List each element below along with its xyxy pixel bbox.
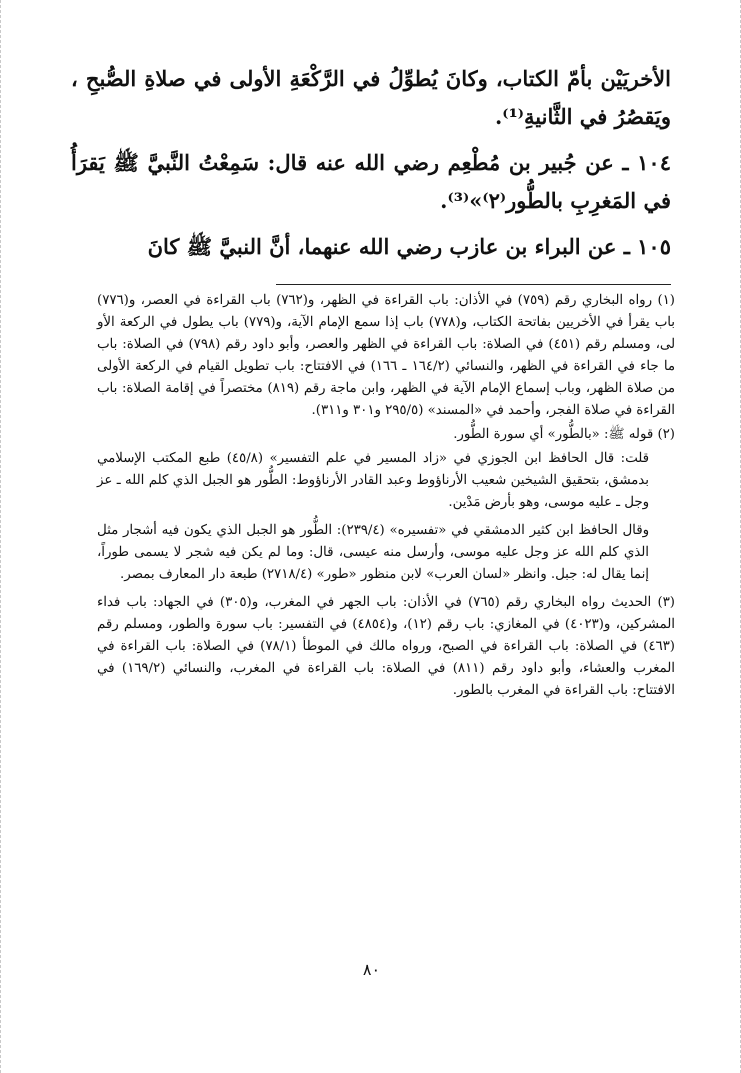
main-text <box>71 60 671 266</box>
page-number: ٨٠ <box>362 960 381 979</box>
footnote-2-comment-2: وقال الحافظ ابن كثير الدمشقي في «تفسيره» (٢٣٩/٤): الطُّور هو الجبل الذي يكون فيه أشجار مثل الذي كلم الله عز وجل عليه موسى، وأرسل منه عيسى، قال: وما لم يكن فيه شجر لا يسمى طوراً، إنما يقال له: جبل. وانظر «لسان العرب» لابن منظور «طور» (٢٧١٨/٤) طبعة دار المعارف بمصر. <box>97 523 649 582</box>
footnote-3: (٣) الحديث رواه البخاري رقم (٧٦٥) في الأذان: باب الجهر في المغرب، و(٣٠٥) في الجهاد: باب فداء المشركين، و(٤٠٢٣) في المغازي: باب رقم (١٢)، و(٤٨٥٤) في التفسير: باب سورة والطور، ومسلم رقم (٤٦٣) في الصلاة: باب القراءة في الصبح، ورواه مالك في الموطأ (٧٨/١) في الصلاة: باب القراءة في المغرب والعشاء، وأبو داود رقم (٨١١) في الصلاة: باب القراءة في المغرب، والنسائي (١٦٩/٢) في الافتتاح: باب القراءة في المغرب بالطور. <box>97 595 675 698</box>
footnote-1: (١) رواه البخاري رقم (٧٥٩) في الأذان: باب القراءة في الظهر، و(٧٦٢) باب القراءة في العصر، و(٧٧٦) باب يقرأ في الأخريين بفاتحة الكتاب، و(٧٧٨) باب إذا سمع الإمام الآية، و(٧٧٩) باب يطول في الركعة الأو لى، ومسلم رقم (٤٥١) في الصلاة: باب القراءة في الظهر والعصر، وأبو داود رقم (٧٩٨) في الصلاة: باب ما جاء في القراءة في الظهر، والنسائي (١٦٤/٢ ـ ١٦٦) في الافتتاح: باب تطويل القيام في الركعة الأولى من صلاة الظهر، وباب إسماع الإمام الآية في الظهر، وابن ماجة رقم (٨١٩) مختصراً في إقامة الصلاة: باب القراءة في صلاة الفجر، وأحمد في «المسند» (٢٩٥/٥ و٣٠١ و٣١١). <box>97 293 676 418</box>
hadith-105: ١٠٥ ـ عن البراء بن عازب رضي الله عنهما، أنَّ النبيَّ ﷺ كانَ <box>147 234 671 259</box>
footnote-separator <box>276 284 671 285</box>
footnote-2-comment: قلت: قال الحافظ ابن الجوزي في «زاد المسير في علم التفسير» (٤٥/٨) طبع المكتب الإسلامي بدمشق، بتحقيق الشيخين شعيب الأرناؤوط وعبد القادر الأرناؤوط: الطُّور هو الجبل الذي كلم الله ـ عز وجل ـ عليه موسى، وهو بأرض مَدْين. <box>97 451 649 510</box>
footnotes <box>97 290 675 704</box>
main-text-continuation: الأخريَيْن بأمّ الكتاب، وكانَ يُطوِّلُ في الرَّكْعَةِ الأولى في صلاةِ الصُّبحِ ، ويَقصُرُ في الثَّانيةِ⁽¹⁾. <box>71 66 671 129</box>
footnote-2: (٢) قوله ﷺ: «بالطُّور» أي سورة الطُّور. <box>453 427 675 442</box>
hadith-104: ١٠٤ ـ عن جُبير بن مُطْعِم رضي الله عنه قال: سَمِعْتُ النَّبيَّ ﷺ يَقرَأُ في المَغرِبِ بالطُّور⁽٢⁾»⁽³⁾. <box>71 150 671 213</box>
